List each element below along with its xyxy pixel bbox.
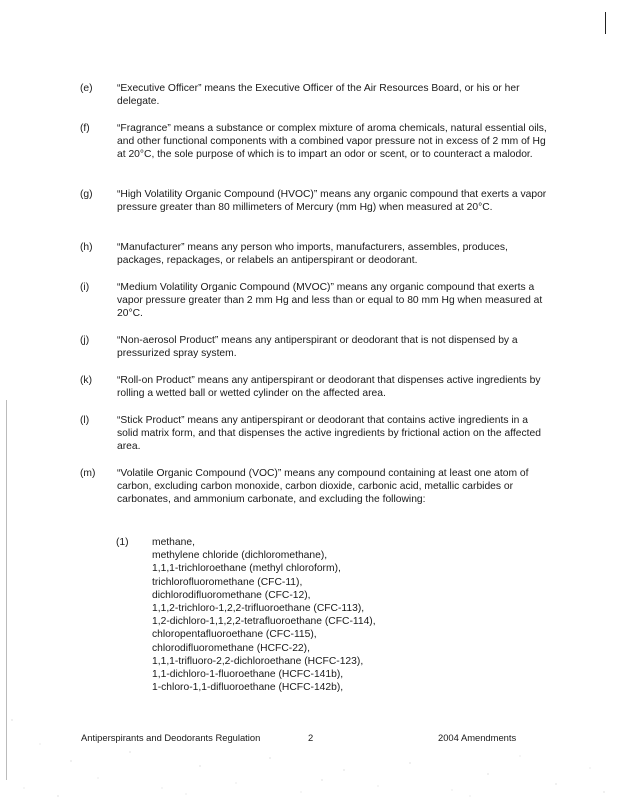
footer-document-title: Antiperspirants and Deodorants Regulation	[81, 732, 261, 743]
footer-amendment-year: 2004 Amendments	[438, 732, 517, 743]
definition-label: (l)	[80, 415, 90, 426]
definition-text: “Stick Product” means any antiperspirant or deodorant that contains active ingredients in a solid matrix form, and that dispenses the active ingredients by frictional action on the affected area.	[117, 415, 541, 453]
definition-text: “Executive Officer” means the Executive Officer of the Air Resources Board, or his or her delegate.	[117, 83, 520, 108]
list-item: trichlorofluoromethane (CFC-11),	[152, 576, 303, 588]
list-item: 1,1,1-trifluoro-2,2-dichloroethane (HCFC-123),	[152, 655, 364, 667]
definition-text: “Roll-on Product” means any antiperspirant or deodorant that dispenses active ingredients by rolling a wetted ball or wetted cylinder on the affected area.	[117, 375, 541, 400]
exclusion-compound-list	[152, 536, 536, 694]
definition-label: (e)	[80, 83, 93, 94]
definition-label: (i)	[80, 282, 90, 293]
list-item: 1,2-dichloro-1,1,2,2-tetrafluoroethane (CFC-114),	[152, 616, 376, 628]
list-item: methylene chloride (dichloromethane),	[152, 550, 328, 562]
definition-m	[80, 467, 550, 507]
list-item: 1-chloro-1,1-difluoroethane (HCFC-142b),	[152, 682, 344, 694]
scan-margin-line	[6, 400, 7, 780]
definition-text: “High Volatility Organic Compound (HVOC)” means any organic compound that exerts a vapor pressure greater than 80 millimeters of Mercury (mm Hg) when measured at 20°C.	[117, 189, 547, 214]
definition-f	[80, 122, 550, 162]
definition-text: “Fragrance” means a substance or complex mixture of aroma chemicals, natural essential oils, and other functional components with a combined vapor pressure not in excess of 2 mm of Hg at 20°C, the sole purpose of which is to impart an odor or scent, or to counteract a malodor.	[117, 123, 547, 161]
definition-g	[80, 188, 550, 214]
list-item: dichlorodifluoromethane (CFC-12),	[152, 589, 311, 601]
sublist-number: (1)	[116, 537, 129, 548]
list-item: chloropentafluoroethane (CFC-115),	[152, 629, 317, 641]
definition-text: “Manufacturer” means any person who imports, manufacturers, assembles, produces, packages, repackages, or relabels an antiperspirant or deodorant.	[117, 242, 508, 267]
definition-text: “Volatile Organic Compound (VOC)” means any compound containing at least one atom of carbon, excluding carbon monoxide, carbon dioxide, carbonic acid, metallic carbides or carbonates, and ammonium carbonate, and excluding the following:	[117, 468, 529, 506]
definition-text: “Medium Volatility Organic Compound (MVOC)” means any organic compound that exerts a vapor pressure greater than 2 mm Hg and less than or equal to 80 mm Hg when measured at 20°C.	[117, 282, 543, 320]
footer-page-number: 2	[308, 732, 314, 743]
definition-label: (m)	[80, 468, 96, 479]
scan-artifact-mark	[605, 12, 606, 34]
list-item: 1,1,2-trichloro-1,2,2-trifluoroethane (CFC-113),	[152, 603, 365, 615]
definition-i	[80, 281, 550, 321]
exclusion-sublist	[116, 536, 536, 694]
definition-text: “Non-aerosol Product” means any antiperspirant or deodorant that is not dispensed by a pressurized spray system.	[117, 335, 518, 360]
list-item: 1,1,1-trichloroethane (methyl chloroform),	[152, 563, 341, 575]
definition-e	[80, 82, 550, 108]
definition-label: (k)	[80, 375, 93, 386]
scan-noise-speckle	[0, 700, 619, 800]
list-item: chlorodifluoromethane (HCFC-22),	[152, 642, 310, 654]
definition-h	[80, 241, 550, 267]
definition-label: (g)	[80, 189, 93, 200]
definition-label: (j)	[80, 335, 90, 346]
definition-j	[80, 334, 550, 360]
definition-l	[80, 414, 550, 454]
list-item: 1,1-dichloro-1-fluoroethane (HCFC-141b),	[152, 669, 344, 681]
definition-label: (h)	[80, 242, 93, 253]
list-item: methane,	[152, 537, 195, 548]
definition-label: (f)	[80, 123, 90, 134]
definition-k	[80, 374, 550, 400]
